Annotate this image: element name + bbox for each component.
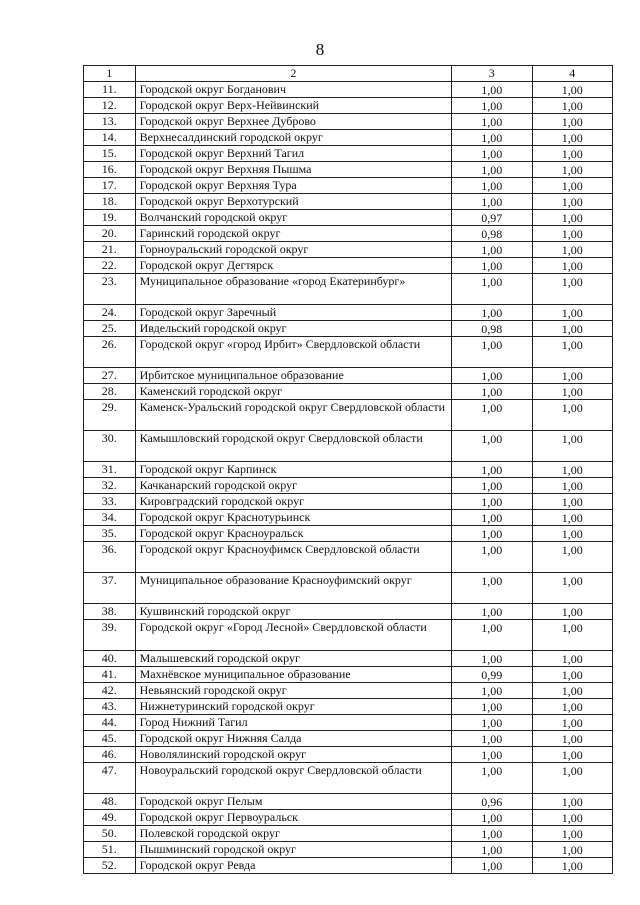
table-row (84, 620, 613, 651)
table-row (84, 494, 613, 510)
coefficient-col3: 1,00 (452, 699, 532, 715)
coefficient-col4: 1,00 (532, 178, 613, 194)
coefficient-col4: 1,00 (532, 226, 613, 242)
coefficient-col3: 1,00 (452, 826, 532, 842)
coefficient-col4: 1,00 (532, 210, 613, 226)
row-number: 35. (84, 526, 136, 542)
row-number: 11. (84, 82, 136, 98)
municipality-name: Гаринский городской округ (135, 226, 451, 242)
table-row (84, 858, 613, 874)
table-row (84, 305, 613, 321)
table-header-row (84, 66, 613, 82)
coefficient-col4: 1,00 (532, 400, 613, 431)
coefficient-col4: 1,00 (532, 321, 613, 337)
row-number: 26. (84, 337, 136, 368)
table-row (84, 82, 613, 98)
row-number: 31. (84, 462, 136, 478)
municipality-name: Городской округ Карпинск (135, 462, 451, 478)
coefficient-col3: 1,00 (452, 510, 532, 526)
coefficient-col3: 0,97 (452, 210, 532, 226)
table-row (84, 667, 613, 683)
municipality-name: Городской округ Верх-Нейвинский (135, 98, 451, 114)
coefficient-col4: 1,00 (532, 763, 613, 794)
coefficient-col4: 1,00 (532, 699, 613, 715)
coefficient-col3: 1,00 (452, 526, 532, 542)
coefficient-col3: 0,96 (452, 794, 532, 810)
coefficient-col4: 1,00 (532, 715, 613, 731)
municipality-name: Городской округ Верхотурский (135, 194, 451, 210)
coefficient-col3: 1,00 (452, 384, 532, 400)
row-number: 33. (84, 494, 136, 510)
row-number: 30. (84, 431, 136, 462)
coefficient-col4: 1,00 (532, 478, 613, 494)
column-header-3: 3 (452, 66, 532, 82)
row-number: 37. (84, 573, 136, 604)
table-row (84, 384, 613, 400)
coefficient-col3: 1,00 (452, 715, 532, 731)
coefficient-col3: 1,00 (452, 130, 532, 146)
municipality-name: Городской округ «город Ирбит» Свердловской области (135, 337, 451, 368)
row-number: 24. (84, 305, 136, 321)
row-number: 40. (84, 651, 136, 667)
municipality-name: Ирбитское муниципальное образование (135, 368, 451, 384)
row-number: 45. (84, 731, 136, 747)
coefficient-col3: 1,00 (452, 258, 532, 274)
municipality-name: Городской округ Первоуральск (135, 810, 451, 826)
table-row (84, 194, 613, 210)
row-number: 17. (84, 178, 136, 194)
table-row (84, 146, 613, 162)
municipality-name: Кировградский городской округ (135, 494, 451, 510)
table-row (84, 274, 613, 305)
coefficient-col3: 1,00 (452, 462, 532, 478)
row-number: 48. (84, 794, 136, 810)
coefficient-col3: 1,00 (452, 763, 532, 794)
coefficient-col4: 1,00 (532, 114, 613, 130)
coefficient-col4: 1,00 (532, 384, 613, 400)
table-row (84, 604, 613, 620)
coefficient-col3: 1,00 (452, 337, 532, 368)
coefficient-col4: 1,00 (532, 683, 613, 699)
coefficient-col3: 1,00 (452, 604, 532, 620)
coefficient-col4: 1,00 (532, 194, 613, 210)
table-row (84, 573, 613, 604)
municipality-name: Нижнетуринский городской округ (135, 699, 451, 715)
municipality-name: Городской округ Верхняя Пышма (135, 162, 451, 178)
coefficient-col3: 1,00 (452, 747, 532, 763)
table-row (84, 810, 613, 826)
column-header-1: 1 (84, 66, 136, 82)
table-row (84, 258, 613, 274)
table-row (84, 98, 613, 114)
row-number: 15. (84, 146, 136, 162)
municipality-name: Городской округ Богданович (135, 82, 451, 98)
row-number: 28. (84, 384, 136, 400)
coefficient-col3: 1,00 (452, 542, 532, 573)
row-number: 27. (84, 368, 136, 384)
coefficient-col3: 1,00 (452, 368, 532, 384)
municipality-name: Городской округ Дегтярск (135, 258, 451, 274)
municipality-name: Городской округ Красноуфимск Свердловской области (135, 542, 451, 573)
coefficient-col3: 1,00 (452, 82, 532, 98)
table-row (84, 526, 613, 542)
coefficient-col3: 1,00 (452, 810, 532, 826)
row-number: 18. (84, 194, 136, 210)
coefficient-col3: 1,00 (452, 98, 532, 114)
coefficient-col4: 1,00 (532, 242, 613, 258)
coefficient-col4: 1,00 (532, 526, 613, 542)
coefficient-col4: 1,00 (532, 667, 613, 683)
table-row (84, 226, 613, 242)
table-row (84, 651, 613, 667)
row-number: 32. (84, 478, 136, 494)
municipality-name: Муниципальное образование Красноуфимский округ (135, 573, 451, 604)
coefficient-col4: 1,00 (532, 510, 613, 526)
table-row (84, 462, 613, 478)
coefficient-col4: 1,00 (532, 604, 613, 620)
row-number: 38. (84, 604, 136, 620)
municipality-name: Городской округ Верхняя Тура (135, 178, 451, 194)
row-number: 50. (84, 826, 136, 842)
table-row (84, 400, 613, 431)
column-header-4: 4 (532, 66, 613, 82)
coefficient-col3: 1,00 (452, 274, 532, 305)
coefficient-col3: 1,00 (452, 114, 532, 130)
coefficient-col4: 1,00 (532, 130, 613, 146)
row-number: 12. (84, 98, 136, 114)
table-row (84, 763, 613, 794)
coefficient-col4: 1,00 (532, 258, 613, 274)
coefficient-col3: 0,99 (452, 667, 532, 683)
municipality-name: Верхнесалдинский городской округ (135, 130, 451, 146)
municipality-name: Камышловский городской округ Свердловской области (135, 431, 451, 462)
coefficient-col4: 1,00 (532, 810, 613, 826)
coefficient-col4: 1,00 (532, 842, 613, 858)
coefficient-col4: 1,00 (532, 146, 613, 162)
coefficient-col4: 1,00 (532, 494, 613, 510)
municipality-name: Ивдельский городской округ (135, 321, 451, 337)
coefficient-col3: 1,00 (452, 683, 532, 699)
municipality-name: Малышевский городской округ (135, 651, 451, 667)
table-row (84, 826, 613, 842)
municipality-name: Пышминский городской округ (135, 842, 451, 858)
row-number: 13. (84, 114, 136, 130)
row-number: 19. (84, 210, 136, 226)
municipality-name: Качканарский городской округ (135, 478, 451, 494)
row-number: 49. (84, 810, 136, 826)
table-row (84, 130, 613, 146)
municipality-name: Городской округ Верхнее Дуброво (135, 114, 451, 130)
row-number: 44. (84, 715, 136, 731)
coefficient-col4: 1,00 (532, 794, 613, 810)
municipality-name: Горноуральский городской округ (135, 242, 451, 258)
coefficient-col4: 1,00 (532, 162, 613, 178)
row-number: 51. (84, 842, 136, 858)
table-row (84, 368, 613, 384)
coefficient-col3: 1,00 (452, 400, 532, 431)
coefficient-col3: 1,00 (452, 178, 532, 194)
municipality-name: Городской округ «Город Лесной» Свердловской области (135, 620, 451, 651)
table-row (84, 747, 613, 763)
coefficient-col4: 1,00 (532, 826, 613, 842)
coefficient-col4: 1,00 (532, 431, 613, 462)
table-row (84, 178, 613, 194)
row-number: 34. (84, 510, 136, 526)
municipality-name: Городской округ Краснотурьинск (135, 510, 451, 526)
row-number: 22. (84, 258, 136, 274)
coefficient-col4: 1,00 (532, 731, 613, 747)
table-row (84, 242, 613, 258)
coefficient-col4: 1,00 (532, 573, 613, 604)
table-row (84, 510, 613, 526)
coefficient-col4: 1,00 (532, 305, 613, 321)
municipality-name: Каменск-Уральский городской округ Свердловской области (135, 400, 451, 431)
municipality-name: Новолялинский городской округ (135, 747, 451, 763)
coefficient-col4: 1,00 (532, 747, 613, 763)
coefficient-col3: 1,00 (452, 305, 532, 321)
municipality-name: Городской округ Ревда (135, 858, 451, 874)
coefficient-col3: 1,00 (452, 146, 532, 162)
coefficient-col4: 1,00 (532, 462, 613, 478)
table-row (84, 842, 613, 858)
page-number: 8 (315, 40, 325, 59)
coefficient-col4: 1,00 (532, 82, 613, 98)
municipality-name: Городской округ Пелым (135, 794, 451, 810)
municipality-name: Городской округ Красноуральск (135, 526, 451, 542)
table-row (84, 431, 613, 462)
coefficient-col3: 1,00 (452, 494, 532, 510)
table-row (84, 162, 613, 178)
coefficient-col3: 0,98 (452, 226, 532, 242)
municipality-name: Муниципальное образование «город Екатеринбург» (135, 274, 451, 305)
table-row (84, 337, 613, 368)
coefficient-col3: 1,00 (452, 858, 532, 874)
row-number: 43. (84, 699, 136, 715)
municipality-name: Невьянский городской округ (135, 683, 451, 699)
table-row (84, 699, 613, 715)
municipality-name: Городской округ Верхний Тагил (135, 146, 451, 162)
municipality-name: Новоуральский городской округ Свердловской области (135, 763, 451, 794)
row-number: 16. (84, 162, 136, 178)
row-number: 41. (84, 667, 136, 683)
coefficient-col3: 1,00 (452, 573, 532, 604)
row-number: 29. (84, 400, 136, 431)
column-header-2: 2 (135, 66, 451, 82)
row-number: 25. (84, 321, 136, 337)
table-body (84, 82, 613, 874)
table-row (84, 715, 613, 731)
coefficient-col4: 1,00 (532, 858, 613, 874)
coefficient-col4: 1,00 (532, 368, 613, 384)
municipality-name: Полевской городской округ (135, 826, 451, 842)
row-number: 21. (84, 242, 136, 258)
row-number: 42. (84, 683, 136, 699)
coefficient-col3: 1,00 (452, 620, 532, 651)
coefficient-col4: 1,00 (532, 620, 613, 651)
row-number: 47. (84, 763, 136, 794)
table-row (84, 731, 613, 747)
municipality-name: Каменский городской округ (135, 384, 451, 400)
coefficient-col3: 1,00 (452, 731, 532, 747)
coefficient-col3: 1,00 (452, 162, 532, 178)
coefficient-col4: 1,00 (532, 98, 613, 114)
coefficient-col3: 1,00 (452, 194, 532, 210)
row-number: 39. (84, 620, 136, 651)
coefficient-col3: 1,00 (452, 651, 532, 667)
table-row (84, 114, 613, 130)
municipality-name: Кушвинский городской округ (135, 604, 451, 620)
municipality-name: Городской округ Заречный (135, 305, 451, 321)
table-row (84, 794, 613, 810)
table-row (84, 683, 613, 699)
coefficient-col3: 0,98 (452, 321, 532, 337)
coefficient-col4: 1,00 (532, 542, 613, 573)
table-row (84, 321, 613, 337)
municipality-name: Городской округ Нижняя Салда (135, 731, 451, 747)
row-number: 36. (84, 542, 136, 573)
coefficients-table (83, 65, 613, 874)
coefficient-col4: 1,00 (532, 274, 613, 305)
row-number: 20. (84, 226, 136, 242)
row-number: 23. (84, 274, 136, 305)
table-row (84, 210, 613, 226)
row-number: 46. (84, 747, 136, 763)
municipality-name: Волчанский городской округ (135, 210, 451, 226)
table-row (84, 478, 613, 494)
coefficient-col3: 1,00 (452, 431, 532, 462)
municipality-name: Город Нижний Тагил (135, 715, 451, 731)
coefficient-col3: 1,00 (452, 242, 532, 258)
coefficient-col3: 1,00 (452, 478, 532, 494)
municipality-name: Махнёвское муниципальное образование (135, 667, 451, 683)
row-number: 14. (84, 130, 136, 146)
row-number: 52. (84, 858, 136, 874)
coefficient-col4: 1,00 (532, 651, 613, 667)
coefficient-col4: 1,00 (532, 337, 613, 368)
coefficient-col3: 1,00 (452, 842, 532, 858)
table-row (84, 542, 613, 573)
